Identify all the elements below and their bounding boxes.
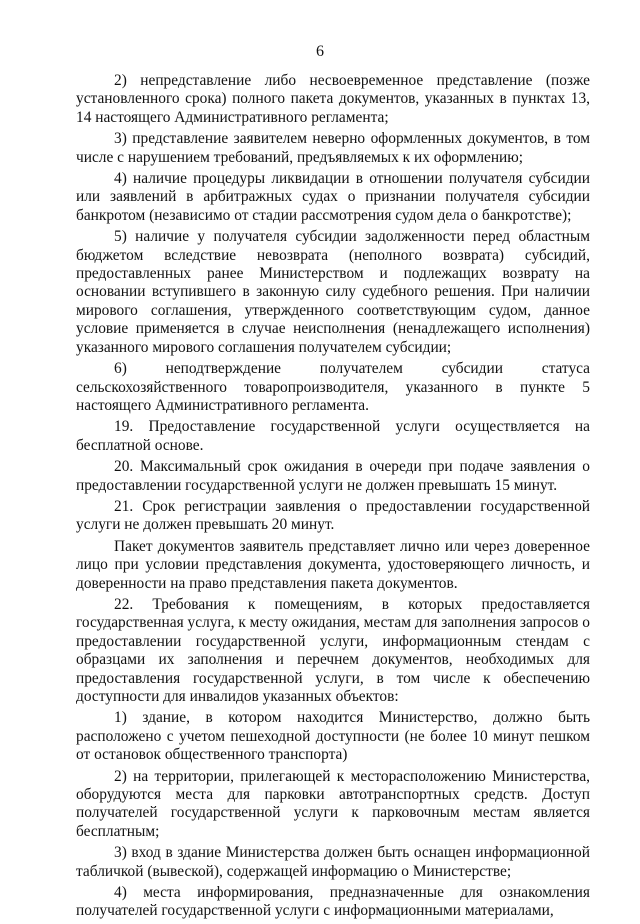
paragraph-requirement-4: 4) места информирования, предназначенные для ознакомления получателей государственной услуги с информационными материалами, [76,884,590,920]
paragraph-document-package: Пакет документов заявитель представляет лично или через доверенное лицо при условии представления документа, удостоверяющего личность, и доверенности на право представления пакета документов. [76,537,590,592]
page-number: 6 [316,43,324,60]
paragraph-21: 21. Срок регистрации заявления о предоставлении государственной услуги не должен превышать 20 минут. [76,497,590,534]
paragraph-requirement-2: 2) на территории, прилегающей к месторасположению Министерства, оборудуются места для парковки автотранспортных средств. Доступ получателей государственной услуги к парковочным местам является бесплатным; [76,767,590,840]
paragraph-requirement-3: 3) вход в здание Министерства должен быть оснащен информационной табличкой (вывеской), содержащей информацию о Министерстве; [76,844,590,880]
paragraph-20: 20. Максимальный срок ожидания в очереди при подаче заявления о предоставлении государственной услуги не должен превышать 15 минут. [76,458,590,494]
paragraph-requirement-1: 1) здание, в котором находится Министерство, должно быть расположено с учетом пешеходной доступности (не более 10 минут пешком от остановок общественного транспорта) [76,709,590,764]
paragraph-refusal-4: 4) наличие процедуры ликвидации в отношении получателя субсидии или заявлений в арбитражных судах о признании получателя субсидии банкротом (независимо от стадии рассмотрения судом дела о банкротстве); [76,170,590,224]
paragraph-refusal-5: 5) наличие у получателя субсидии задолженности перед областным бюджетом вследствие невозврата (неполного возврата) субсидий, предоставленных ранее Министерством и подлежащих возврату на основании вступившего в законную силу судебного решения. При наличии мирового соглашения, утвержденного соответствующим судом, данное условие применяется в случае неисполнения (ненадлежащего исполнения) указанного мирового соглашения получателем субсидии; [76,228,590,356]
paragraph-19: 19. Предоставление государственной услуги осуществляется на бесплатной основе. [76,418,590,454]
paragraph-refusal-3: 3) представление заявителем неверно оформленных документов, в том числе с нарушением требований, предъявляемых к их оформлению; [76,130,590,166]
document-body [76,72,590,924]
paragraph-refusal-6: 6) неподтверждение получателем субсидии статуса сельскохозяйственного товаропроизводителя, указанного в пункте 5 настоящего Административного регламента. [76,360,590,414]
paragraph-refusal-2: 2) непредставление либо несвоевременное представление (позже установленного срока) полного пакета документов, указанных в пунктах 13, 14 настоящего Административного регламента; [76,72,590,126]
paragraph-22: 22. Требования к помещениям, в которых предоставляется государственная услуга, к месту ожидания, местам для заполнения запросов о предоставлении государственной услуги, информационным стендам с образцами их заполнения и перечнем документов, необходимых для предоставления государственной услуги, в том числе к обеспечению доступности для инвалидов указанных объектов: [76,595,590,705]
